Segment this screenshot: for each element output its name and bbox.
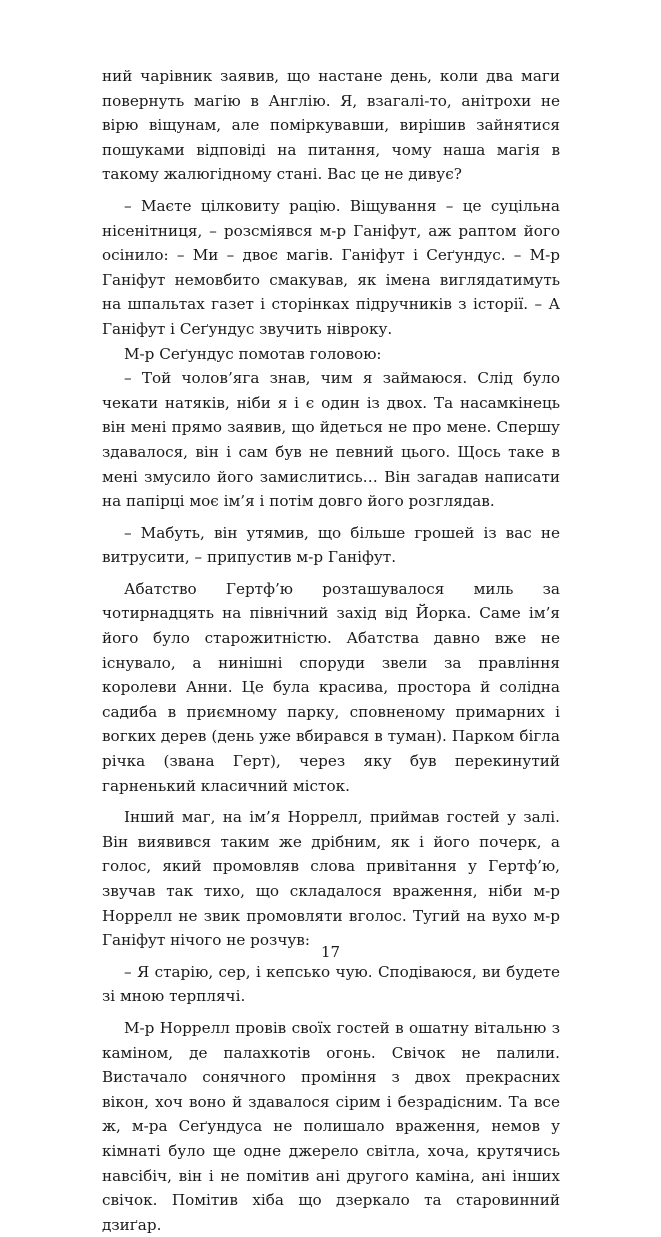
paragraph-abbey-description: Абатство Гертф’ю розташувалося миль за чотирнадцять на північний захід від Йорка. Саме ім’я його було старожитністю. Абатства давно вже не існувало, а нинішні споруди звели за правління королеви Анни. Це була красива, простора й солідна садиба в приємному парку, сповненому примарних і вогких дерев (день уже вбирався в туман). Парком бігла річка (звана Герт), через яку був перекинутий гарненький класичний місток. [102,579,560,795]
page-number: 17 [320,943,341,961]
paragraph-dialogue-segundus: – Той чолов’яга знав, чим я займаюся. Слід було чекати натяків, ніби я і є один із двох. Та насамкінець він мені прямо заявив, що йдеться не про мене. Спершу здавалося, він і сам був не певний цього. Щось таке в мені змусило його замислитись… Він загадав написати на папірці моє ім’я і потім довго його розглядав. [102,369,560,511]
paragraph-dialogue-reply: – Мабуть, він утямив, що більше грошей із вас не витрусити, – припустив м-р Ганіфут. [102,523,560,567]
paragraph-segundus-shook-head: М-р Сеґундус помотав головою: [124,344,382,363]
paragraph-norrell-greeting: Інший маг, на ім’я Норрелл, приймав гостей у залі. Він виявився таким же дрібним, як і його почерк, а голос, який промовляв слова привітання у Гертф’ю, звучав так тихо, що складалося враження, ніби м-р Норрелл не звик промовляти вголос. Тугий на вухо м-р Ганіфут нічого не розчув: [102,808,560,950]
book-page-text [102,64,560,1237]
paragraph-dialogue-old-age: – Я старію, сер, і кепсько чую. Сподіваюся, ви будете зі мною терплячі. [102,962,560,1006]
paragraph-continuation: ний чарівник заявив, що настане день, коли два маги повернуть магію в Англію. Я, взагалі-то, анітрохи не вірю віщунам, але поміркувавши, вирішив зайнятися пошуками відповіді на питання, чому наша магія в такому жалюгідному стані. Вас це не дивує? [102,67,560,184]
paragraph-drawing-room: М-р Норрелл провів своїх гостей в ошатну вітальню з каміном, де палахкотів огонь. Свічок не палили. Вистачало сонячного проміння з двох прекрасних вікон, хоч воно й здавалося сірим і безрадісним. Та все ж, м-ра Сеґундуса не полишало враження, немов у кімнаті було ще одне джерело світла, хоча, крутячись навсібіч, він і не помітив ані другого каміна, ані інших свічок. Помітив хіба що дзеркало та старовинний дзиґар. [102,1018,560,1234]
paragraph-dialogue-hanifut: – Маєте цілковиту рацію. Віщування – це суцільна нісенітниця, – розсміявся м-р Ганіфут, аж раптом його осінило: – Ми – двоє магів. Ганіфут і Сеґундус. – М-р Ганіфут немовбито смакував, як імена виглядатимуть на шпальтах газет і сторінках підручників з історії. – А Ганіфут і Сеґундус звучить нівроку. [102,196,560,338]
